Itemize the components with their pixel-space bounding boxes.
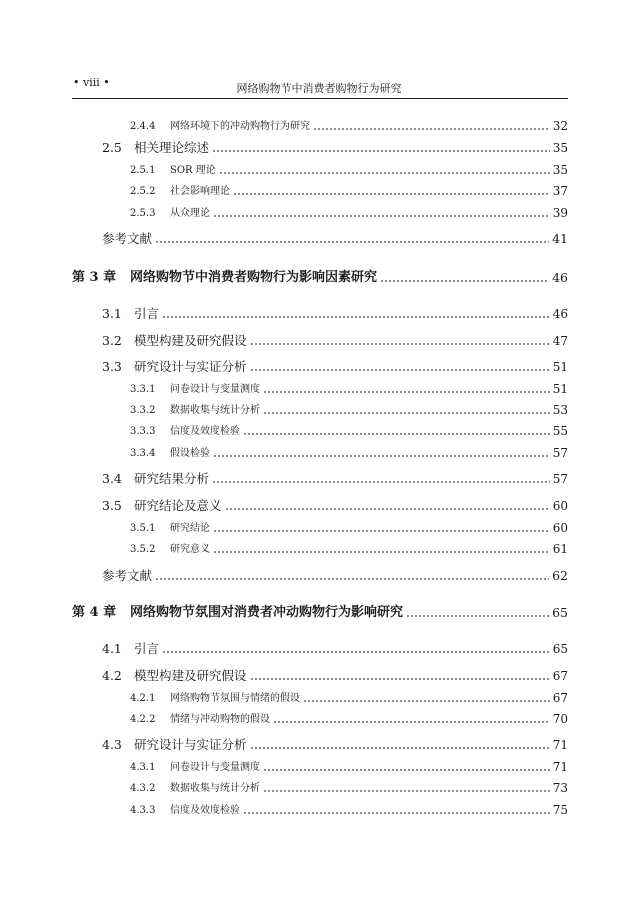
toc-entry	[102, 496, 568, 512]
toc-entry-page: 47	[552, 334, 568, 348]
toc-leader-dots	[263, 391, 550, 393]
running-title: 网络购物节中消费者购物行为研究	[236, 82, 402, 95]
toc-entry-title: 网络购物节氛围对消费者冲动购物行为影响研究	[130, 605, 404, 620]
toc-entry	[130, 421, 568, 437]
toc-entry-page: 37	[552, 184, 568, 198]
toc-leader-dots	[243, 812, 550, 814]
toc-entry	[130, 203, 568, 219]
toc-leader-dots	[380, 280, 549, 282]
toc-leader-dots	[162, 316, 550, 318]
toc-entry-page: 67	[552, 669, 568, 683]
toc-entry-title: 模型构建及研究假设	[134, 667, 247, 683]
toc-entry-number: 3.4	[102, 470, 122, 486]
toc-entry-title: 数据收集与统计分析	[170, 783, 260, 794]
toc-entry-page: 57	[552, 446, 568, 460]
toc-entry-page: 35	[552, 163, 568, 177]
toc-entry-page: 46	[552, 269, 568, 285]
toc-leader-dots	[273, 721, 550, 723]
toc-entry-page: 55	[552, 424, 568, 438]
toc-entry-number: 2.5	[102, 139, 122, 155]
toc-entry	[130, 778, 568, 794]
toc-entry-title: 研究设计与实证分析	[134, 736, 247, 752]
toc-leader-dots	[213, 455, 550, 457]
toc-entry-number: 3.3.2	[130, 405, 156, 416]
toc-entry-number: 3.5.2	[130, 544, 156, 555]
toc-entry	[102, 357, 568, 373]
toc-entry-title: 信度及效度检验	[170, 805, 240, 816]
toc-entry-title: 参考文献	[102, 567, 153, 583]
toc-entry	[130, 539, 568, 555]
toc-entry	[72, 603, 568, 619]
toc-leader-dots	[155, 578, 549, 580]
toc-entry-title: 问卷设计与变量测度	[170, 762, 260, 773]
toc-leader-dots	[263, 769, 550, 771]
toc-entry-page: 39	[552, 206, 568, 220]
toc-entry	[102, 735, 568, 751]
toc-entry-title: 信度及效度检验	[170, 426, 240, 437]
toc-entry-page: 71	[552, 738, 568, 752]
toc-leader-dots	[303, 700, 550, 702]
toc-entry-number: 第 4 章	[72, 605, 117, 620]
toc-entry-title: 研究结论及意义	[134, 497, 222, 513]
toc-entry	[130, 800, 568, 816]
toc-entry-number: 4.3.1	[130, 762, 156, 773]
toc-entry	[130, 379, 568, 395]
toc-entry-title: 模型构建及研究假设	[134, 332, 247, 348]
toc-entry-number: 3.5.1	[130, 523, 156, 534]
toc-leader-dots	[219, 172, 550, 174]
toc-entry-page: 73	[552, 781, 568, 795]
toc-entry-page: 57	[552, 472, 568, 486]
toc-entry-number: 4.2.2	[130, 714, 156, 725]
toc-entry-page: 70	[552, 712, 568, 726]
toc-entry	[130, 160, 568, 176]
toc-entry-page: 65	[552, 642, 568, 656]
toc-entry	[130, 757, 568, 773]
toc-entry-title: 网络环境下的冲动购物行为研究	[170, 121, 310, 132]
toc-entry-page: 62	[552, 567, 568, 583]
toc-entry-page: 53	[552, 403, 568, 417]
toc-entry-title: 研究设计与实证分析	[134, 358, 247, 374]
toc-leader-dots	[250, 343, 550, 345]
toc-entry-number: 3.3.4	[130, 448, 156, 459]
toc-entry	[130, 116, 568, 132]
toc-leader-dots	[250, 747, 550, 749]
toc-entry-number: 4.3.2	[130, 783, 156, 794]
header-rule	[72, 98, 568, 99]
toc-entry	[102, 138, 568, 154]
toc-entry-number: 3.2	[102, 332, 122, 348]
toc-entry	[102, 469, 568, 485]
toc-entry-page: 75	[552, 803, 568, 817]
toc-leader-dots	[212, 481, 550, 483]
toc-leader-dots	[406, 615, 549, 617]
toc-entry	[102, 666, 568, 682]
toc-leader-dots	[250, 369, 550, 371]
toc-entry-page: 60	[552, 499, 568, 513]
toc-entry	[130, 443, 568, 459]
toc-entry	[130, 181, 568, 197]
toc-entry-page: 35	[552, 141, 568, 155]
toc-entry	[102, 639, 568, 655]
toc-entry-number: 2.5.3	[130, 208, 156, 219]
toc-entry-number: 4.2	[102, 667, 122, 683]
toc-entry-number: 3.1	[102, 305, 122, 321]
toc-entry	[102, 331, 568, 347]
toc-leader-dots	[233, 193, 550, 195]
toc-entry	[130, 518, 568, 534]
toc-entry-page: 46	[552, 307, 568, 321]
toc-entry-title: 社会影响理论	[170, 186, 230, 197]
toc-entry-title: 网络购物节氛围与情绪的假设	[170, 693, 300, 704]
toc-entry	[72, 268, 568, 284]
toc-entry-title: 研究结论	[170, 523, 210, 534]
toc-entry-number: 4.2.1	[130, 693, 156, 704]
toc-entry-page: 32	[552, 119, 568, 133]
toc-entry-title: 假设检验	[170, 448, 210, 459]
toc-entry	[130, 688, 568, 704]
toc-entry-title: 参考文献	[102, 230, 153, 246]
toc-entry-title: SOR 理论	[170, 165, 216, 176]
toc-entry-page: 41	[552, 230, 568, 246]
toc-leader-dots	[250, 678, 550, 680]
toc-leader-dots	[213, 551, 550, 553]
toc-leader-dots	[162, 651, 550, 653]
toc-entry-number: 2.4.4	[130, 121, 156, 132]
toc-entry-number: 2.5.2	[130, 186, 156, 197]
toc-entry-number: 3.5	[102, 497, 122, 513]
toc-leader-dots	[155, 241, 549, 243]
toc-entry-title: 情绪与冲动购物的假设	[170, 714, 270, 725]
toc-entry-title: 引言	[134, 305, 160, 321]
toc-entry-page: 71	[552, 760, 568, 774]
toc-entry	[102, 304, 568, 320]
toc-entry-title: 研究意义	[170, 544, 210, 555]
toc-entry-number: 3.3	[102, 358, 122, 374]
toc-entry-title: 相关理论综述	[134, 139, 210, 155]
toc-leader-dots	[212, 150, 550, 152]
toc-leader-dots	[213, 215, 550, 217]
toc-entry-number: 3.3.3	[130, 426, 156, 437]
toc-entry-title: 从众理论	[170, 208, 210, 219]
toc-entry	[102, 229, 568, 245]
toc-entry-number: 4.3	[102, 736, 122, 752]
toc-leader-dots	[263, 790, 550, 792]
toc-entry-title: 问卷设计与变量测度	[170, 384, 260, 395]
toc-leader-dots	[313, 128, 550, 130]
page-number-mark: • viii •	[73, 76, 110, 89]
toc-entry	[102, 566, 568, 582]
toc-leader-dots	[243, 433, 550, 435]
toc-entry	[130, 400, 568, 416]
toc-leader-dots	[263, 412, 550, 414]
toc-entry-page: 67	[552, 691, 568, 705]
toc-entry-number: 第 3 章	[72, 270, 117, 285]
toc-entry-page: 51	[552, 382, 568, 396]
toc-entry-title: 研究结果分析	[134, 470, 210, 486]
toc-entry-page: 65	[552, 604, 568, 620]
toc-entry-title: 数据收集与统计分析	[170, 405, 260, 416]
toc-entry	[130, 709, 568, 725]
toc-leader-dots	[213, 530, 550, 532]
toc-entry-number: 3.3.1	[130, 384, 156, 395]
toc-entry-number: 4.1	[102, 640, 122, 656]
toc-entry-page: 61	[552, 542, 568, 556]
toc-entry-page: 60	[552, 521, 568, 535]
toc-entry-number: 4.3.3	[130, 805, 156, 816]
toc-leader-dots	[225, 508, 550, 510]
toc-entry-title: 引言	[134, 640, 160, 656]
toc-entry-number: 2.5.1	[130, 165, 156, 176]
toc-entry-page: 51	[552, 360, 568, 374]
toc-entry-title: 网络购物节中消费者购物行为影响因素研究	[130, 270, 378, 285]
